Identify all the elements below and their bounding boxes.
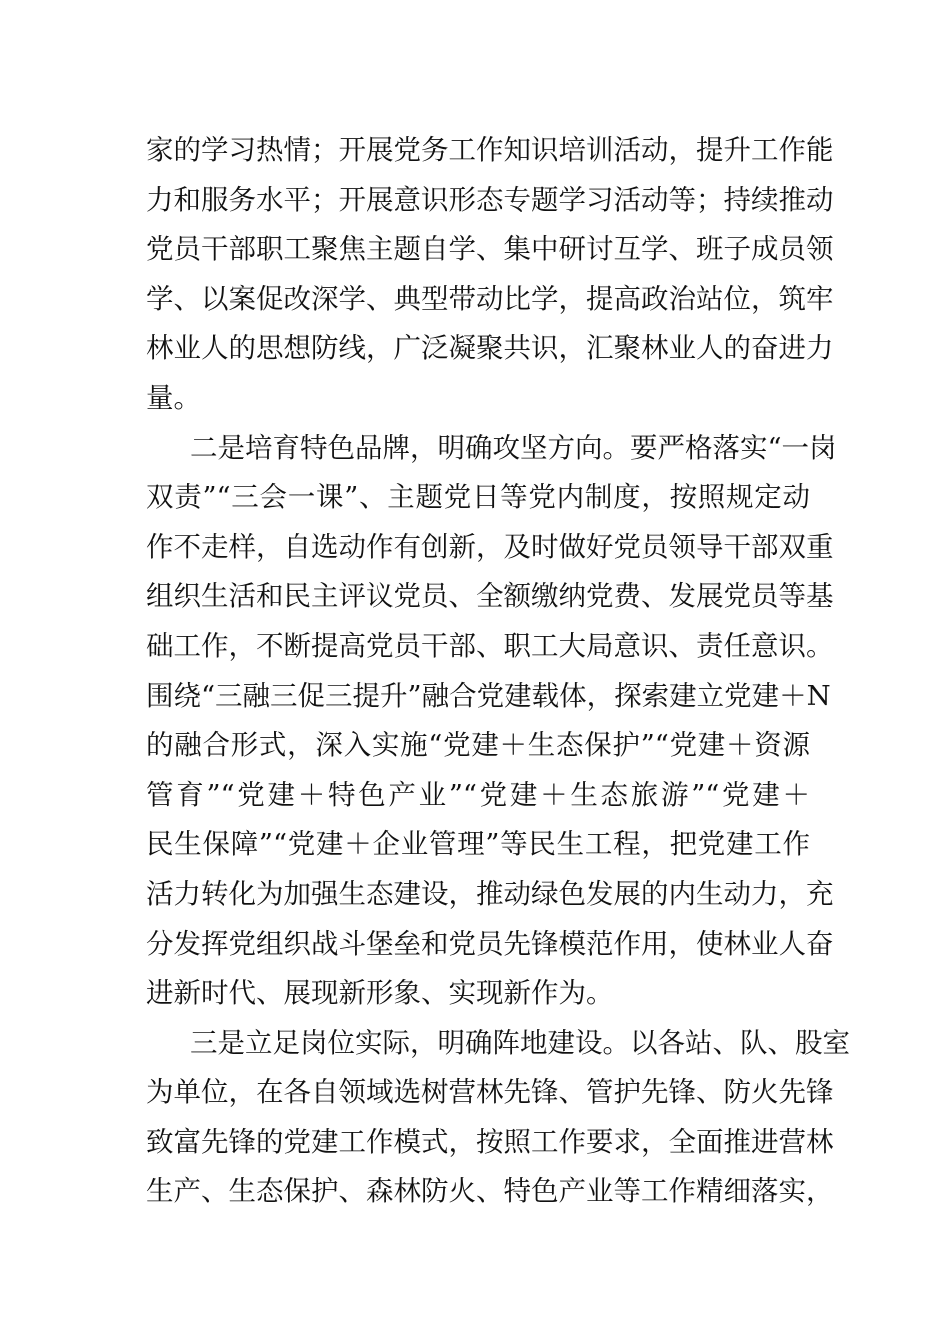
text-line: 活力转化为加强生态建设，推动绿色发展的内生动力，充	[146, 877, 834, 910]
text-line: 力和服务水平；开展意识形态专题学习活动等；持续推动	[146, 183, 834, 216]
text-line: 量。	[146, 381, 201, 414]
paragraph-heading-line: 三是立足岗位实际，明确阵地建设。以各站、队、股室	[190, 1026, 850, 1059]
text-line: 为单位，在各自领域选树营林先锋、管护先锋、防火先锋	[146, 1076, 834, 1109]
text-line: 作不走样，自选动作有创新，及时做好党员领导干部双重	[146, 530, 834, 563]
text-line: 党员干部职工聚焦主题自学、集中研讨互学、班子成员领	[146, 233, 834, 266]
text-line: 分发挥党组织战斗堡垒和党员先锋模范作用，使林业人奋	[146, 927, 834, 960]
text-line: 的融合形式，深入实施“党建＋生态保护”“党建＋资源	[146, 729, 810, 762]
paragraph-heading-line: 二是培育特色品牌，明确攻坚方向。要严格落实“一岗	[190, 431, 837, 464]
text-line: 组织生活和民主评议党员、全额缴纳党费、发展党员等基	[146, 580, 834, 613]
text-line: 管育”“党建＋特色产业”“党建＋生态旅游”“党建＋	[146, 778, 810, 811]
text-line: 进新时代、展现新形象、实现新作为。	[146, 977, 614, 1010]
text-line: 生产、生态保护、森林防火、特色产业等工作精细落实，	[146, 1175, 834, 1208]
text-line: 学、以案促改深学、典型带动比学，提高政治站位，筑牢	[146, 282, 834, 315]
text-line: 础工作，不断提高党员干部、职工大局意识、责任意识。	[146, 629, 834, 662]
text-line: 民生保障”“党建＋企业管理”等民生工程，把党建工作	[146, 828, 810, 861]
text-line: 双责”“三会一课”、主题党日等党内制度，按照规定动	[146, 481, 810, 514]
document-body	[146, 126, 850, 1217]
text-line: 家的学习热情；开展党务工作知识培训活动，提升工作能	[146, 134, 834, 166]
text-line: 致富先锋的党建工作模式，按照工作要求，全面推进营林	[146, 1125, 834, 1158]
text-line: 林业人的思想防线，广泛凝聚共识，汇聚林业人的奋进力	[146, 332, 834, 365]
text-line: 围绕“三融三促三提升”融合党建载体，探索建立党建＋N	[146, 679, 831, 712]
